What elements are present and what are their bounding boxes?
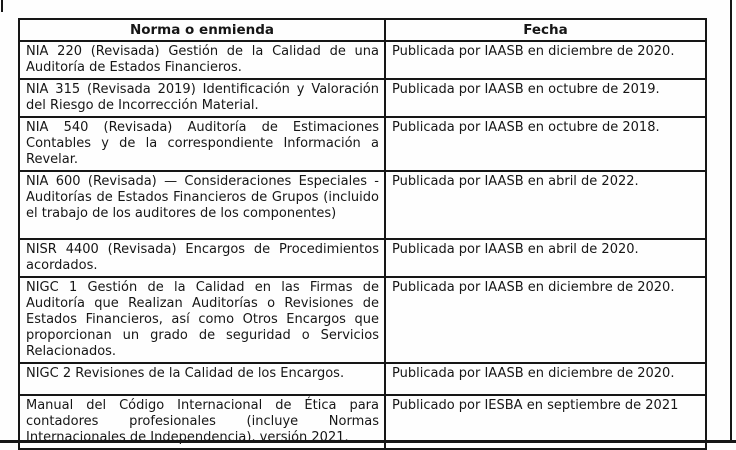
table-row [19,395,706,449]
fecha-cell: Publicada por IAASB en diciembre de 2020. [385,41,706,79]
table-row [19,171,706,239]
fecha-cell: Publicada por IAASB en abril de 2022. [385,171,706,239]
outer-frame-right-border [730,0,732,442]
norma-cell: NIGC 2 Revisiones de la Calidad de los Encargos. [19,363,385,395]
fecha-cell: Publicada por IAASB en octubre de 2018. [385,117,706,171]
column-header-norma: Norma o enmienda [19,19,385,41]
norma-cell: NIA 540 (Revisada) Auditoría de Estimaciones Contables y de la correspondiente Información a Revelar. [19,117,385,171]
fecha-cell: Publicado por IESBA en septiembre de 2021 [385,395,706,449]
table-row [19,239,706,277]
table-row [19,277,706,363]
norma-cell: NISR 4400 (Revisada) Encargos de Procedimientos acordados. [19,239,385,277]
table-row [19,117,706,171]
fecha-cell: Publicada por IAASB en abril de 2020. [385,239,706,277]
norma-cell: NIGC 1 Gestión de la Calidad en las Firmas de Auditoría que Realizan Auditorías o Revisiones de Estados Financieros, así como Otros Encargos que proporcionan un grado de seguridad o Servicios Relacionados. [19,277,385,363]
norma-cell: NIA 600 (Revisada) — Consideraciones Especiales - Auditorías de Estados Financieros de Grupos (incluido el trabajo de los auditores de los componentes) [19,171,385,239]
norma-cell: NIA 220 (Revisada) Gestión de la Calidad de una Auditoría de Estados Financieros. [19,41,385,79]
norma-cell: NIA 315 (Revisada 2019) Identificación y Valoración del Riesgo de Incorrección Material. [19,79,385,117]
fecha-cell: Publicada por IAASB en octubre de 2019. [385,79,706,117]
table-row [19,363,706,395]
table-row [19,79,706,117]
outer-frame-left-stub [1,0,3,12]
table-header-row [19,19,706,41]
norms-table [18,18,707,450]
norma-cell: Manual del Código Internacional de Ética para contadores profesionales (incluye Normas Internacionales de Independencia), versión 2021. [19,395,385,449]
fecha-cell: Publicada por IAASB en diciembre de 2020. [385,277,706,363]
table-row [19,41,706,79]
column-header-fecha: Fecha [385,19,706,41]
fecha-cell: Publicada por IAASB en diciembre de 2020. [385,363,706,395]
